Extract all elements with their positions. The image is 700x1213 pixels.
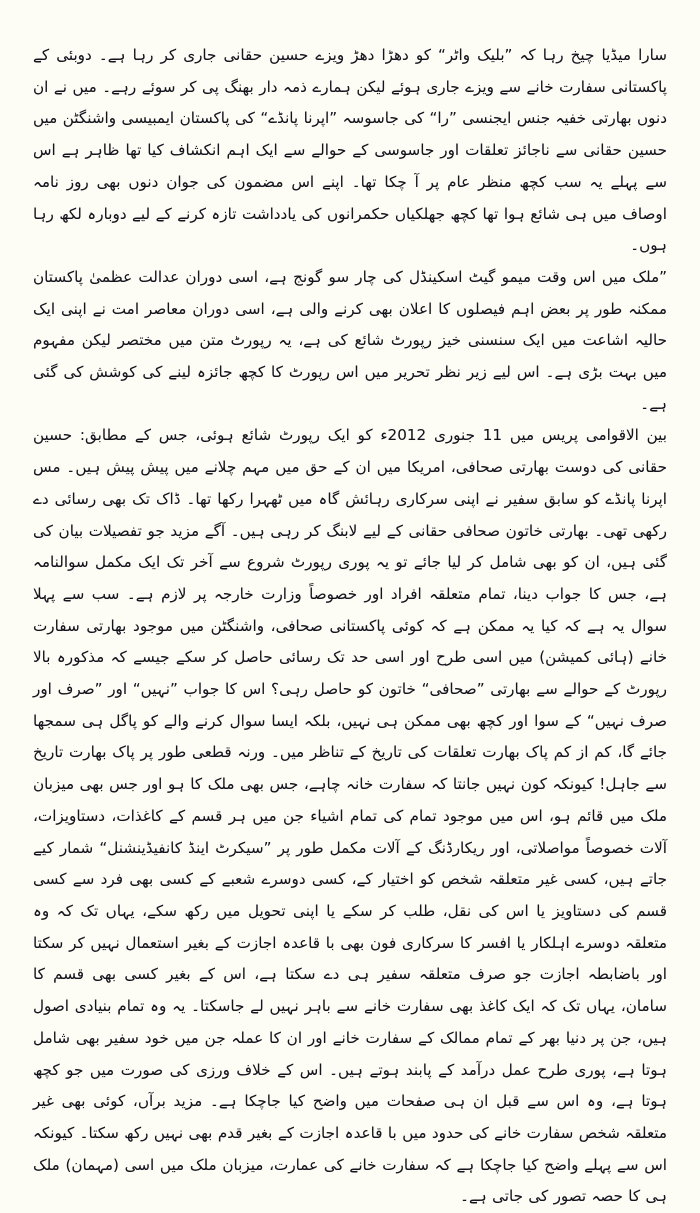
paragraph: بین الاقوامی پریس میں 11 جنوری 2012ء کو ایک رپورٹ شائع ہوئی، جس کے مطابق: حسین حقانی کی دوست بھارتی صحافی، امریکا میں ان کے حق میں مہم چلانے میں پیش پیش ہیں۔ مس اپرنا پانڈے کو سابق سفیر نے اپنی سرکاری رہائش گاہ میں ٹھہرا رکھا تھا۔ ڈاک تک بھی رسائی دے رکھی تھی۔ بھارتی خاتون صحافی حقانی کے لیے لابنگ کر رہی ہیں۔ آگے مزید جو تفصیلات بیان کی گئی ہیں، ان کو بھی شامل کر لیا جائے تو یہ پوری رپورٹ شروع سے آخر تک ایک مکمل سوالنامہ ہے، جس کا جواب دینا، تمام متعلقہ افراد اور خصوصاً وزارت خارجہ پر لازم ہے۔ سب سے پہلا سوال یہ ہے کہ کیا یہ ممکن ہے کہ کوئی پاکستانی صحافی، واشنگٹن میں موجود بھارتی سفارت خانے (ہائی کمیشن) میں اسی طرح اور اسی حد تک رسائی حاصل کر سکے جیسے کہ مذکورہ بالا رپورٹ کے حوالے سے بھارتی ”صحافی“ خاتون کو حاصل رہی؟ اس کا جواب ”نہیں“ اور ”صرف اور صرف نہیں“ کے سوا اور کچھ بھی ممکن ہی نہیں، بلکہ ایسا سوال کرنے والے کو پاگل ہی سمجھا جائے گا، کم از کم پاک بھارت تعلقات کی تاریخ کے تناظر میں۔ ورنہ قطعی طور پر پاک بھارت تاریخ سے جاہل! کیونکہ کون نہیں جانتا کہ سفارت خانہ چاہے، جس بھی ملک کا ہو اور جس بھی میزبان ملک میں قائم ہو، اس میں موجود تمام کی تمام اشیاء جن میں ہر قسم کے کاغذات، دستاویزات، آلات خصوصاً مواصلاتی، اور ریکارڈنگ کے آلات مکمل طور پر ”سیکرٹ اینڈ کانفیڈینشنل“ شمار کیے جاتے ہیں، کسی غیر متعلقہ شخص کو اختیار کے، کسی دوسرے شعبے کے کسی بھی فرد سے کسی قسم کی دستاویز یا اس کی نقل، طلب کر سکے یا اپنی تحویل میں رکھ سکے، یہاں تک کہ وہ متعلقہ دوسرے اہلکار یا افسر کا سرکاری فون بھی با قاعدہ اجازت کے بغیر استعمال نہیں کر سکتا اور باضابطہ اجازت جو صرف متعلقہ سفیر ہی دے سکتا ہے، اس کے بغیر کسی بھی قسم کا سامان، یہاں تک کہ ایک کاغذ بھی سفارت خانے سے باہر نہیں لے جاسکتا۔ یہ وہ تمام بنیادی اصول ہیں، جن پر دنیا بھر کے تمام ممالک کے سفارت خانے اور ان کا عملہ جن میں خود سفیر بھی شامل ہوتا ہے، پوری طرح عمل درآمد کے پابند ہوتے ہیں۔ اس کے خلاف ورزی کی صورت میں جو کچھ ہوتا ہے، وہ اس سے قبل ان ہی صفحات میں واضح کیا جاچکا ہے۔ مزید برآں، کوئی بھی غیر متعلقہ شخص سفارت خانے کی حدود میں با قاعدہ اجازت کے بغیر قدم بھی نہیں رکھ سکتا۔ کیونکہ اس سے پہلے واضح کیا جاچکا ہے کہ سفارت خانے کی عمارت، میزبان ملک میں اسی (مہمان) ملک ہی کا حصہ تصور کی جاتی ہے۔ [33, 426, 667, 1206]
paragraph: سارا میڈیا چیخ رہا کہ ”بلیک واٹر“ کو دھڑا دھڑ ویزے حسین حقانی جاری کر رہا ہے۔ دوبئی کے پاکستانی سفارت خانے سے ویزے جاری ہوئے لیکن ہمارے ذمہ دار بھنگ پی کر سوئے رہے۔ میں نے ان دنوں بھارتی خفیہ جنس ایجنسی ”را“ کی جاسوسہ ”اپرنا پانڈے“ کی پاکستان ایمبیسی واشنگٹن میں حسین حقانی سے ناجائز تعلقات اور جاسوسی کے حوالے سے ایک اہم انکشاف کیا تھا ظاہر ہے اس سے پہلے یہ سب کچھ منظر عام پر آ چکا تھا۔ اپنے اس مضمون کی جوان دنوں بھی روز نامہ اوصاف میں ہی شائع ہوا تھا کچھ جھلکیاں حکمرانوں کی یادداشت تازہ کرنے کے لیے دوبارہ لکھ رہا ہوں۔ [33, 46, 667, 255]
article-body [33, 40, 667, 1213]
paragraph: ”ملک میں اس وقت میمو گیٹ اسکینڈل کی چار سو گونج ہے، اسی دوران عدالت عظمیٰ پاکستان ممکنہ طور پر بعض اہم فیصلوں کا اعلان بھی کرنے والی ہے، اسی دوران معاصر امت نے اپنی ایک حالیہ اشاعت میں ایک سنسنی خیز رپورٹ شائع کی ہے، یہ رپورٹ متن میں مختصر لیکن مفہوم میں بہت بڑی ہے۔ اس لیے زیر نظر تحریر میں اس رپورٹ کا کچھ جائزہ لینے کی کوشش کی گئی ہے۔ [33, 267, 667, 413]
